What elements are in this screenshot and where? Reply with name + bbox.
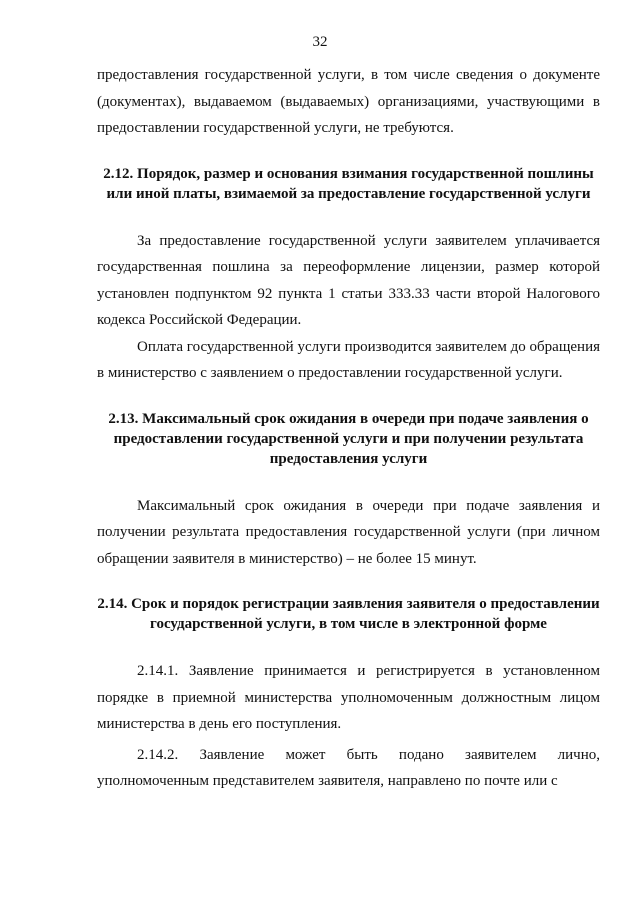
document-body bbox=[97, 62, 600, 795]
section-heading-2-13: 2.13. Максимальный срок ожидания в очереди при подаче заявления о предоставлении государственной услуги и при получении результата предоставления услуги bbox=[108, 410, 589, 467]
paragraph-2-12-payment: Оплата государственной услуги производится заявителем до обращения в министерство с заявлением о предоставлении государственной услуги. bbox=[97, 338, 600, 381]
section-heading-2-12: 2.12. Порядок, размер и основания взимания государственной пошлины или иной платы, взимаемой за предоставление государственной услуги bbox=[103, 165, 594, 202]
paragraph-2-14-2: 2.14.2. Заявление может быть подано заявителем лично, уполномоченным представителем заявителя, направлено по почте или с bbox=[97, 746, 600, 789]
paragraph-2-13-wait: Максимальный срок ожидания в очереди при подаче заявления и получении результата предоставления государственной услуги (при личном обращении заявителя в министерство) – не более 15 минут. bbox=[97, 497, 600, 567]
paragraph-2-12-fee: За предоставление государственной услуги заявителем уплачивается государственная пошлина за переоформление лицензии, размер которой установлен подпунктом 92 пункта 1 статьи 333.33 части второй Налогового кодекса Российской Федерации. bbox=[97, 232, 600, 328]
page-number: 32 bbox=[312, 34, 328, 50]
paragraph-continuation: предоставления государственной услуги, в том числе сведения о документе (документах), выдаваемом (выдаваемых) организациями, участвующими в предоставлении государственной услуги, не требуются. bbox=[97, 67, 600, 136]
section-heading-2-14: 2.14. Срок и порядок регистрации заявления заявителя о предоставлении государственной услуги, в том числе в электронной форме bbox=[97, 596, 600, 632]
paragraph-2-14-1: 2.14.1. Заявление принимается и регистрируется в установленном порядке в приемной министерства уполномоченным должностным лицом министерства в день его поступления. bbox=[97, 663, 600, 732]
